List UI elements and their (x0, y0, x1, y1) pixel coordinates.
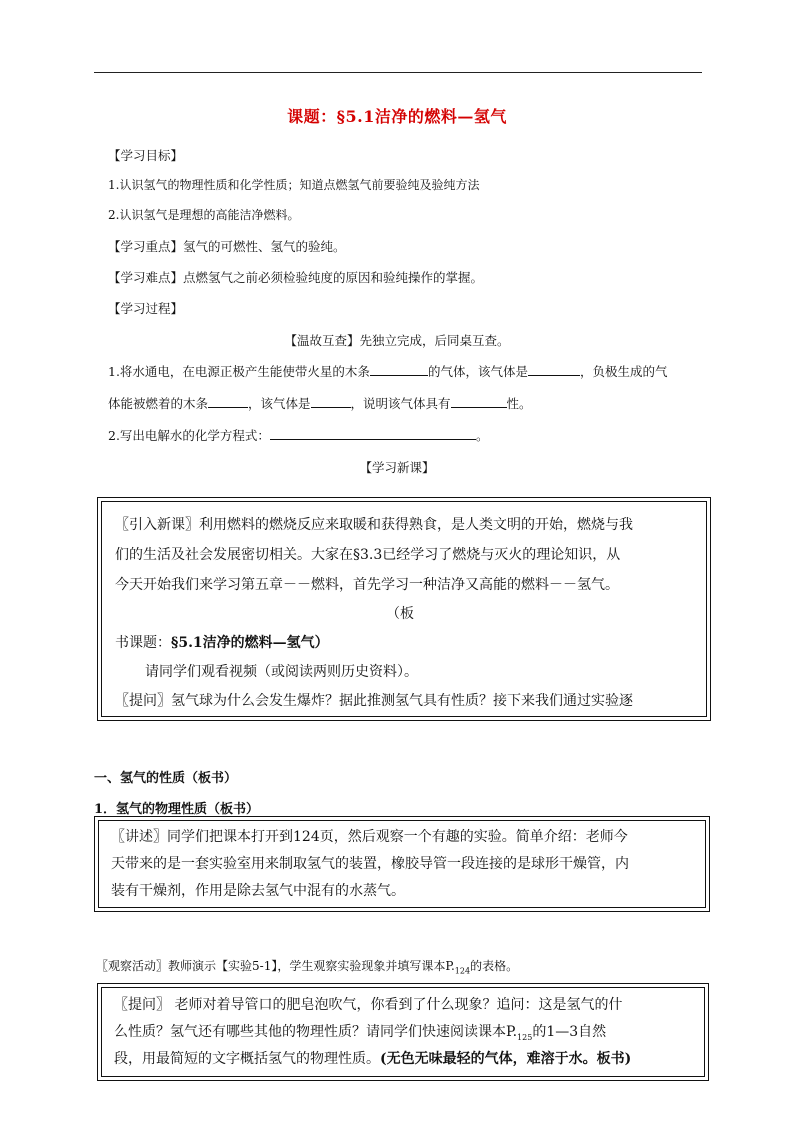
answer-blank[interactable] (528, 363, 580, 376)
review-question-2 (108, 426, 488, 444)
q2-text-b: 。 (475, 428, 489, 443)
q2-text-a: 2.写出电解水的化学方程式： (108, 428, 270, 443)
objective-2: 2.认识氢气是理想的高能洁净燃料。 (108, 208, 300, 222)
observe-text-b: 的表格。 (470, 959, 519, 973)
answer-blank[interactable] (370, 363, 428, 376)
difficulty (108, 268, 483, 286)
header-rule (94, 72, 702, 73)
difficulty-text: 点燃氢气之前必须检验纯度的原因和验纯操作的掌握。 (183, 270, 484, 285)
subsection-title: 1．氢气的物理性质（板书） (94, 802, 260, 817)
q1-text-c: ，负极生成的气 (579, 364, 668, 379)
q1-text-a: 1.将水通电，在电源正极产生能使带火星的木条 (108, 364, 370, 379)
observe-text-a: 〖观察活动〗教师演示【实验5-1】，学生观察实验现象并填写课本P. (96, 959, 455, 973)
intro-line-4: （板 (386, 606, 414, 622)
q1-text-b: 的气体，该气体是 (427, 364, 528, 379)
lecture-line-1: 〖讲述〗同学们把课本打开到124页，然后观察一个有趣的实验。简单介绍：老师今 (111, 829, 628, 845)
lecture-line-2: 天带来的是一套实验室用来制取氢气的装置，橡胶导管一段连接的是球形干燥管，内 (111, 856, 629, 872)
intro-line-3: 今天开始我们来学习第五章－－燃料，首先学习一种洁净又高能的燃料－－氢气。 (115, 577, 619, 593)
answer-blank[interactable] (311, 395, 351, 408)
observe-page-sub: 124 (454, 966, 471, 976)
board-answer: (无色无味最轻的气体，难溶于水。板书) (380, 1051, 632, 1067)
answer-blank[interactable] (270, 427, 476, 440)
intro-line-5 (115, 632, 329, 652)
board-title: §5.1洁净的燃料—氢气） (171, 635, 329, 651)
difficulty-label: 【学习难点】 (108, 270, 184, 285)
section-title: 一、氢气的性质（板书） (94, 771, 238, 786)
intro-line-7: 〖提问〗氢气球为什么会发生爆炸？据此推测氢气具有性质？接下来我们通过实验逐 (115, 693, 633, 709)
key-point-label: 【学习重点】 (108, 239, 184, 254)
intro-line-6: 请同学们观看视频（或阅读两则历史资料）。 (145, 664, 418, 680)
question-line-1: 〖提问〗 老师对着导管口的肥皂泡吹气，你看到了什么现象？追问：这是氢气的什 (114, 997, 623, 1013)
review-question-1 (108, 362, 667, 380)
q1-text-d: 体能被燃着的木条 (108, 396, 209, 411)
question-line-2 (114, 1021, 606, 1042)
question-line-2a: 么性质？氢气还有哪些其他的物理性质？请同学们快速阅读课本P. (114, 1024, 518, 1040)
intro-line-1: 〖引入新课〗利用燃料的燃烧反应来取暖和获得熟食，是人类文明的开始，燃烧与我 (115, 517, 633, 533)
process-heading: 【学习过程】 (108, 301, 184, 316)
observe-activity (96, 957, 518, 975)
lecture-line-3: 装有干燥剂，作用是除去氢气中混有的水蒸气。 (111, 883, 405, 899)
lecture-box (94, 816, 710, 912)
question-line-2b: 的1—3自然 (532, 1024, 607, 1040)
q1-text-e: ，该气体是 (248, 396, 311, 411)
intro-box (97, 497, 711, 721)
q1-text-g: 性。 (506, 396, 532, 411)
question-line-3 (114, 1048, 631, 1068)
q1-text-f: ，说明该气体具有 (350, 396, 451, 411)
review-question-1-cont (108, 394, 532, 412)
page-title: 课题：§5.1洁净的燃料—氢气 (287, 107, 507, 126)
key-point-text: 氢气的可燃性、氢气的验纯。 (183, 239, 346, 254)
question-page-sub: 125 (517, 1032, 533, 1042)
question-line-3a: 段，用最简短的文字概括氢气的物理性质。 (114, 1051, 380, 1067)
question-box (97, 983, 709, 1081)
intro-line-5a: 书课题： (115, 635, 171, 651)
review-heading: 【温故互查】先独立完成，后同桌互查。 (284, 333, 510, 348)
new-lesson-heading: 【学习新课】 (359, 460, 435, 475)
intro-line-2: 们的生活及社会发展密切相关。大家在§3.3已经学习了燃烧与灭火的理论知识，从 (115, 547, 621, 563)
key-point (108, 237, 346, 255)
answer-blank[interactable] (451, 395, 507, 408)
answer-blank[interactable] (208, 395, 248, 408)
objective-1: 1.认识氢气的物理性质和化学性质；知道点燃氢气前要验纯及验纯方法 (108, 178, 480, 192)
objectives-heading: 【学习目标】 (108, 148, 184, 163)
